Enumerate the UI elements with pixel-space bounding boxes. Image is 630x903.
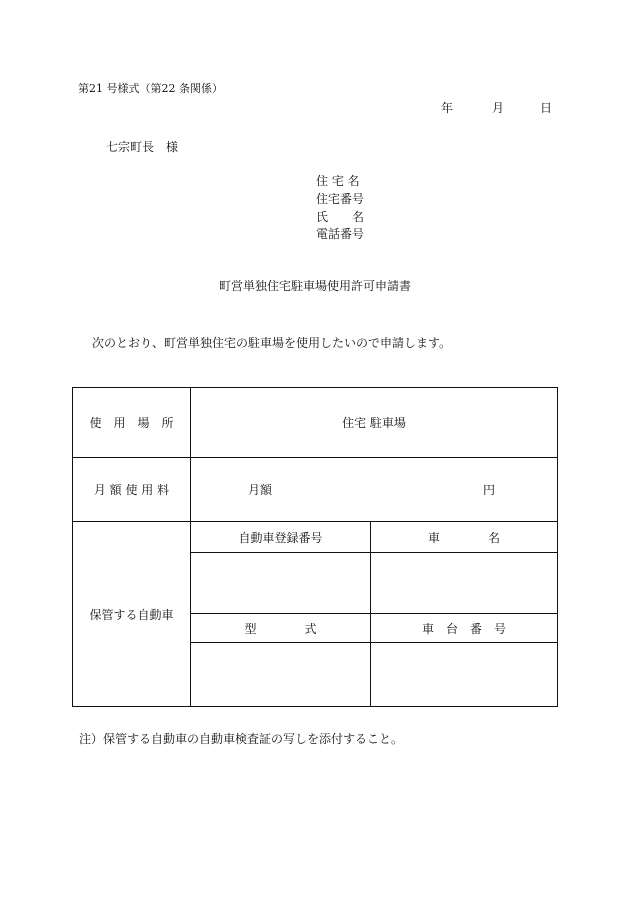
location-label: 使 用 場 所 (89, 416, 174, 430)
fee-unit: 円 (483, 483, 496, 497)
address-label: 住 宅 名 (316, 174, 360, 188)
addressee: 七宗町長 様 (106, 140, 179, 154)
table-divider-vehicle-1 (191, 552, 557, 553)
chassis-number-label: 車 台 番 号 (421, 621, 506, 636)
date-month-label: 月 (492, 101, 505, 115)
vehicle-label: 保管する自動車 (89, 607, 174, 622)
model-label: 型 式 (244, 621, 317, 636)
table-divider-vehicle-3 (191, 642, 557, 643)
registration-number-label: 自動車登録番号 (238, 530, 323, 545)
fee-label: 月 額 使 用 料 (93, 483, 170, 497)
intro-text: 次のとおり、町営単独住宅の駐車場を使用したいので申請します。 (92, 336, 452, 350)
date-year-label: 年 (441, 101, 454, 115)
note-text: 注）保管する自動車の自動車検査証の写しを添付すること。 (79, 732, 404, 746)
name-label: 氏 名 (316, 210, 365, 224)
location-value: 住宅 駐車場 (342, 416, 406, 430)
house-number-label: 住宅番号 (316, 192, 365, 206)
fee-prefix: 月額 (248, 483, 273, 497)
application-table (72, 387, 558, 707)
form-number: 第21 号様式（第22 条関係） (78, 82, 223, 95)
car-name-label: 車 名 (427, 530, 500, 545)
document-title: 町営単独住宅駐車場使用許可申請書 (218, 279, 411, 293)
phone-label: 電話番号 (316, 227, 365, 241)
date-day-label: 日 (540, 101, 553, 115)
